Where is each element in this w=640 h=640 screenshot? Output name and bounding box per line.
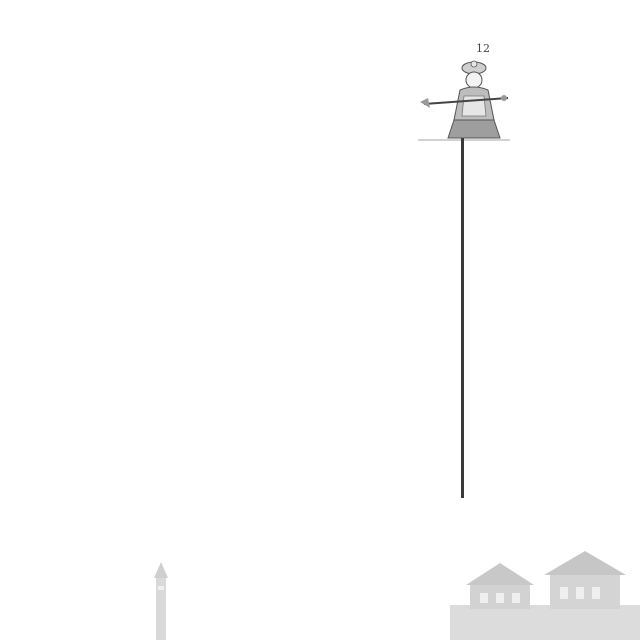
tower-illustration-icon bbox=[150, 560, 172, 640]
building-illustration-icon bbox=[450, 545, 640, 640]
figure-illustration-icon bbox=[418, 58, 510, 142]
title-divider bbox=[461, 138, 464, 498]
page-number: 12 bbox=[476, 42, 490, 55]
body-text bbox=[140, 100, 430, 540]
